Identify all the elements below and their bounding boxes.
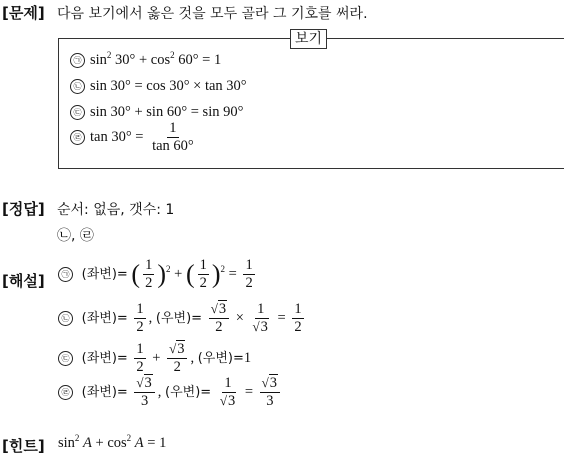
solution-marker-2-icon: ㉡ [58,311,73,326]
solution-marker-4-icon: ㉣ [58,385,73,400]
fraction: $\frac{1}{\tan 60^\circ}$ [152,120,194,155]
marker-2-icon: ㉡ [70,79,85,94]
example-item-3: ㉢ sin 30° + sin 60° = sin 90° [70,104,243,121]
example-box-title: 보기 [290,29,327,49]
solution-line-2: ㉡ (좌변)= $\frac{1}{2}$ , (우변)= $\frac{√3}{2}$ × $\frac{1}{√3}$ = $\frac{1}{2}$ [58,302,307,335]
marker-3-icon: ㉢ [70,105,85,120]
solution-marker-3-icon: ㉢ [58,351,73,366]
right-side-label: (우변)= [165,385,212,401]
answer-value: ㉡, ㉣ [57,228,94,244]
left-side-label: (좌변)= [81,311,128,327]
left-side-label: (좌변)= [81,385,128,401]
right-side-label: (우변)= [197,351,244,367]
marker-4-icon: ㉣ [70,130,85,145]
right-side-label: (우변)= [155,311,203,327]
solution-line-3: ㉢ (좌변)= $\frac{1}{2}$ + $\frac{√3}{2}$ , (우변)=1 [58,342,251,375]
answer-label: [정답] [2,200,45,218]
left-side-label: (좌변)= [81,351,128,367]
example-item-2: ㉡ sin 30° = cos 30° × tan 30° [70,78,247,95]
solution-label: [해설] [2,272,45,290]
solution-line-4: ㉣ (좌변)= $\frac{√3}{3}$ , (우변)= $\frac{1}{√3}$ = $\frac{√3}{3}$ [58,376,283,409]
example-item-4: ㉣ tan 30° = $\frac{1}{\tan 60^\circ}$ [70,121,199,154]
problem-label: [문제] [2,4,45,22]
marker-1-icon: ㉠ [70,53,85,68]
problem-text: 다음 보기에서 옳은 것을 모두 골라 그 기호를 써라. [57,6,368,22]
solution-marker-1-icon: ㉠ [58,267,73,282]
example-item-1: ㉠ $\sin^2 30^\circ + \cos^2 60^\circ = 1$ [70,52,221,69]
hint-formula: $\sin^2 A + \cos^2 A = 1$ [58,433,167,451]
left-side-label: (좌변)= [81,267,128,283]
answer-line: 순서: 없음, 갯수: 1 [57,202,175,218]
solution-line-1: ㉠ (좌변)= ( $\frac{1}{2}$ )$^2$ + ( $\frac{1}{2}$ )$^2$ = $\frac{1}{2}$ [58,258,258,291]
hint-label: [힌트] [2,437,45,455]
